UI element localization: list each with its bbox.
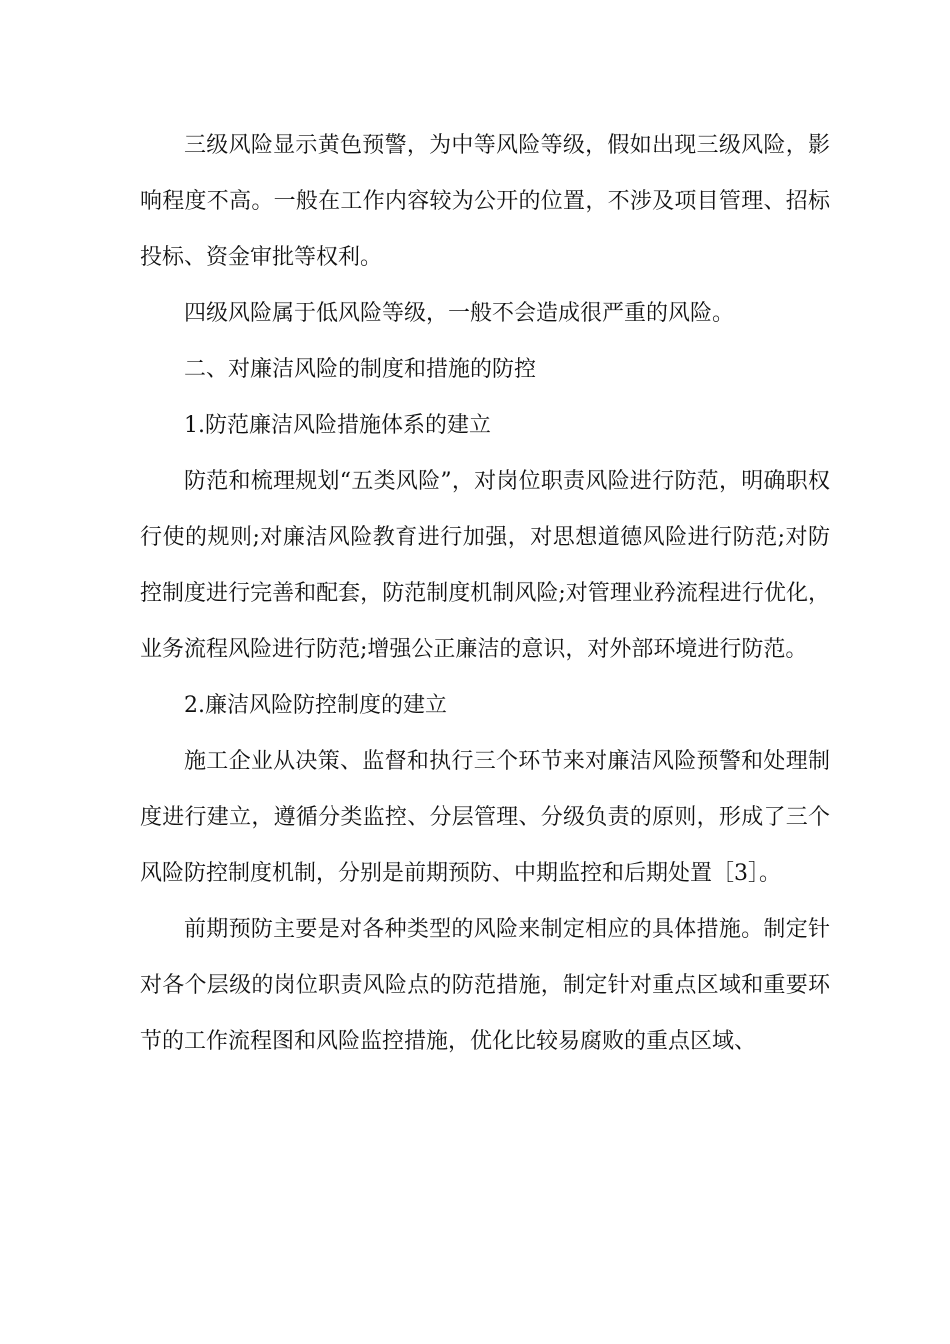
paragraph-early-prevention: 前期预防主要是对各种类型的风险来制定相应的具体措施。制定针对各个层级的岗位职责风险点的防范措施，制定针对重点区域和重要环节的工作流程图和风险监控措施，优化比较易腐败的重点区域、 [140, 917, 830, 1054]
paragraph-five-risks: 防范和梳理规划“五类风险”，对岗位职责风险进行防范，明确职权行使的规则;对廉洁风险教育进行加强，对思想道德风险进行防范;对防控制度进行完善和配套，防范制度机制风险;对管理业矜流程进行优化，业务流程风险进行防范;增强公正廉洁的意识，对外部环境进行防范。 [140, 469, 830, 662]
subsection-heading-control-system: 2.廉洁风险防控制度的建立 [184, 693, 447, 718]
paragraph-level-four-risk: 四级风险属于低风险等级，一般不会造成很严重的风险。 [184, 301, 735, 326]
paragraph-level-three-risk: 三级风险显示黄色预警，为中等风险等级，假如出现三级风险，影响程度不高。一般在工作内容较为公开的位置，不涉及项目管理、招标投标、资金审批等权利。 [140, 133, 830, 270]
section-heading-prevention-control: 二、对廉洁风险的制度和措施的防控 [184, 357, 537, 382]
document-page [140, 118, 830, 1070]
subsection-heading-measures-system: 1.防范廉洁风险措施体系的建立 [184, 413, 491, 438]
paragraph-construction-enterprise: 施工企业从决策、监督和执行三个环节来对廉洁风险预警和处理制度进行建立，遵循分类监控、分层管理、分级负责的原则，形成了三个风险防控制度机制，分别是前期预防、中期监控和后期处置［3］。 [140, 749, 830, 886]
